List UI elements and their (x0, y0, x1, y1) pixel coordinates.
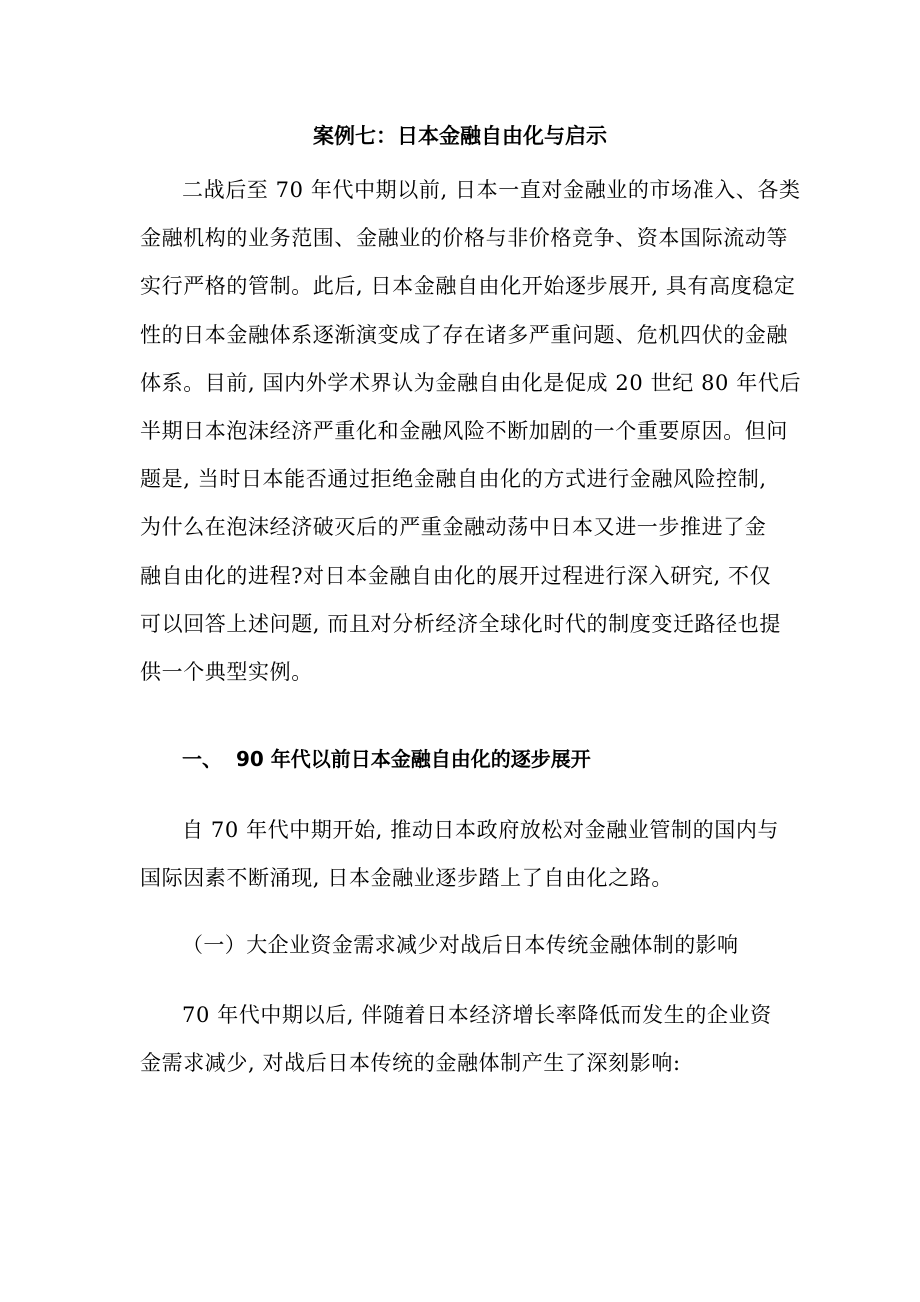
subsection-paragraph (140, 991, 780, 1087)
paragraph-line: 供一个典型实例。 (140, 659, 313, 684)
section-title: 90 年代以前日本金融自由化的逐步展开 (236, 747, 591, 771)
section-number: 一、 (182, 747, 222, 771)
paragraph-line: 半期日本泡沫经济严重化和金融风险不断加剧的一个重要原因。但问 (140, 418, 788, 443)
paragraph-line: 金需求减少, 对战后日本传统的金融体制产生了深刻影响: (140, 1051, 681, 1076)
paragraph-line: 70 年代中期以后, 伴随着日本经济增长率降低而发生的企业资 (182, 1003, 772, 1027)
document-title: 案例七：日本金融自由化与启示 (313, 124, 607, 148)
paragraph-line: 性的日本金融体系逐渐演变成了存在诸多严重问题、危机四伏的金融 (140, 322, 788, 347)
paragraph-line: 实行严格的管制。此后, 日本金融自由化开始逐步展开, 具有高度稳定 (140, 274, 796, 299)
section-heading (182, 742, 591, 776)
paragraph-line: 体系。目前, 国内外学术界认为金融自由化是促成 20 世纪 80 年代后 (140, 370, 802, 395)
paragraph-line: 国际因素不断涌现, 日本金融业逐步踏上了自由化之路。 (140, 866, 673, 891)
subsection-heading: （一）大企业资金需求减少对战后日本传统金融体制的影响 (182, 933, 739, 957)
paragraph-line: 题是, 当时日本能否通过拒绝金融自由化的方式进行金融风险控制, (140, 467, 767, 492)
intro-paragraph (140, 166, 802, 696)
paragraph-line: 可以回答上述问题, 而且对分析经济全球化时代的制度变迁路径也提 (140, 611, 781, 636)
paragraph-line: 为什么在泡沫经济破灭后的严重金融动荡中日本又进一步推进了金 (140, 515, 767, 540)
paragraph-line: 金融机构的业务范围、金融业的价格与非价格竞争、资本国际流动等 (140, 226, 788, 251)
paragraph-line: 二战后至 70 年代中期以前, 日本一直对金融业的市场准入、各类 (182, 178, 801, 202)
section-paragraph (140, 806, 780, 902)
paragraph-line: 自 70 年代中期开始, 推动日本政府放松对金融业管制的国内与 (182, 818, 780, 842)
paragraph-line: 融自由化的进程?对日本金融自由化的展开过程进行深入研究, 不仅 (140, 563, 772, 588)
